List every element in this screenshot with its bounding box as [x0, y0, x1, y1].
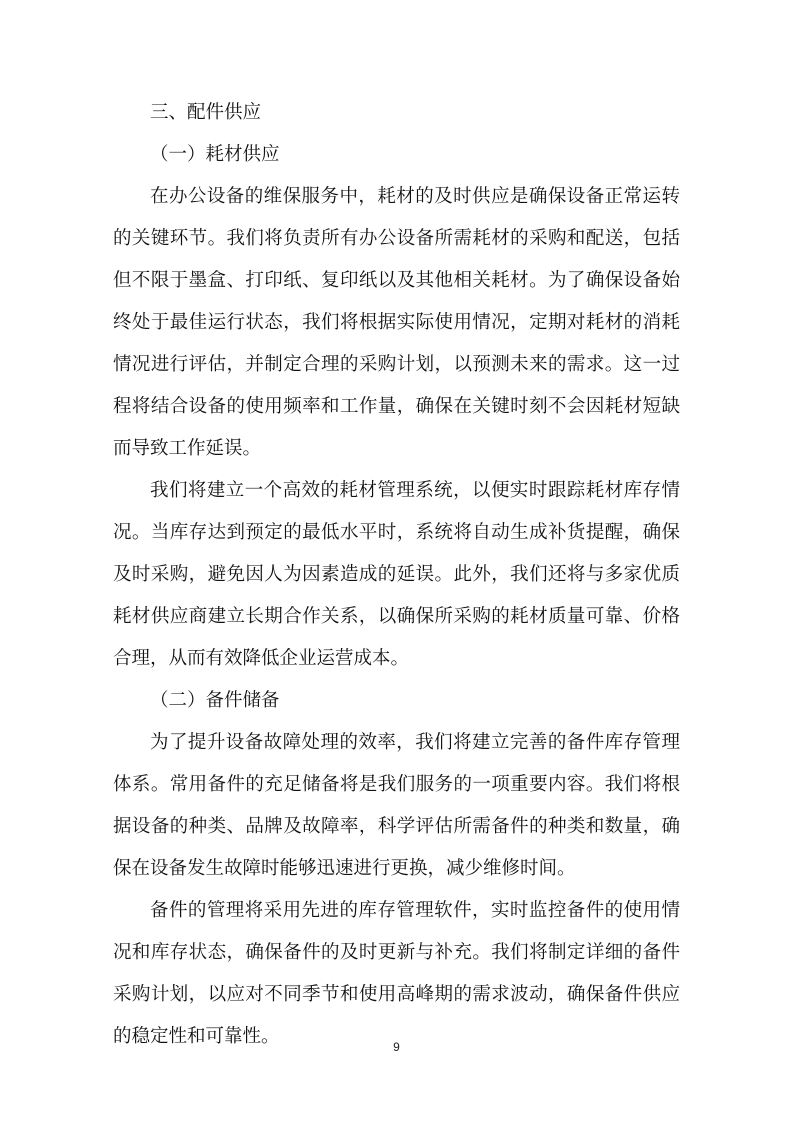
paragraph-line: 在办公设备的维保服务中，耗材的及时供应是确保设备正常运转 — [150, 186, 680, 207]
paragraph-line: 终处于最佳运行状态，我们将根据实际使用情况，定期对耗材的消耗 — [113, 312, 680, 333]
paragraph-line: 我们将建立一个高效的耗材管理系统，以便实时跟踪耗材库存情 — [150, 480, 680, 501]
paragraph-consumables-1 — [113, 176, 680, 470]
paragraph-line: 及时采购，避免因人为因素造成的延误。此外，我们还将与多家优质 — [113, 564, 680, 585]
paragraph-line: 程将结合设备的使用频率和工作量，确保在关键时刻不会因耗材短缺 — [113, 396, 680, 417]
paragraph-line: 采购计划，以应对不同季节和使用高峰期的需求波动，确保备件供应 — [113, 984, 680, 1005]
paragraph-line: 但不限于墨盒、打印纸、复印纸以及其他相关耗材。为了确保设备始 — [113, 270, 680, 291]
paragraph-consumables-2 — [113, 470, 680, 680]
subsection-title-consumables: （一）耗材供应 — [150, 144, 280, 165]
paragraph-line: 为了提升设备故障处理的效率，我们将建立完善的备件库存管理 — [150, 732, 680, 753]
section-title: 三、配件供应 — [150, 102, 262, 123]
paragraph-line: 的稳定性和可靠性。 — [113, 1026, 280, 1047]
paragraph-line: 况。当库存达到预定的最低水平时，系统将自动生成补货提醒，确保 — [113, 522, 680, 543]
paragraph-line: 备件的管理将采用先进的库存管理软件，实时监控备件的使用情 — [150, 900, 680, 921]
paragraph-line: 况和库存状态，确保备件的及时更新与补充。我们将制定详细的备件 — [113, 942, 680, 963]
document-page — [113, 92, 680, 1058]
paragraph-spare-parts-1 — [113, 722, 680, 890]
paragraph-spare-parts-2 — [113, 890, 680, 1058]
paragraph-line: 情况进行评估，并制定合理的采购计划，以预测未来的需求。这一过 — [113, 354, 680, 375]
paragraph-line: 而导致工作延误。 — [113, 438, 262, 459]
paragraph-line: 据设备的种类、品牌及故障率，科学评估所需备件的种类和数量，确 — [113, 816, 680, 837]
subsection-title-spare-parts: （二）备件储备 — [150, 690, 280, 711]
paragraph-line: 的关键环节。我们将负责所有办公设备所需耗材的采购和配送，包括 — [113, 228, 680, 249]
paragraph-line: 合理，从而有效降低企业运营成本。 — [113, 648, 410, 669]
paragraph-line: 耗材供应商建立长期合作关系，以确保所采购的耗材质量可靠、价格 — [113, 606, 680, 627]
paragraph-line: 体系。常用备件的充足储备将是我们服务的一项重要内容。我们将根 — [113, 774, 680, 795]
paragraph-line: 保在设备发生故障时能够迅速进行更换，减少维修时间。 — [113, 858, 576, 879]
page-number: 9 — [393, 1040, 400, 1054]
